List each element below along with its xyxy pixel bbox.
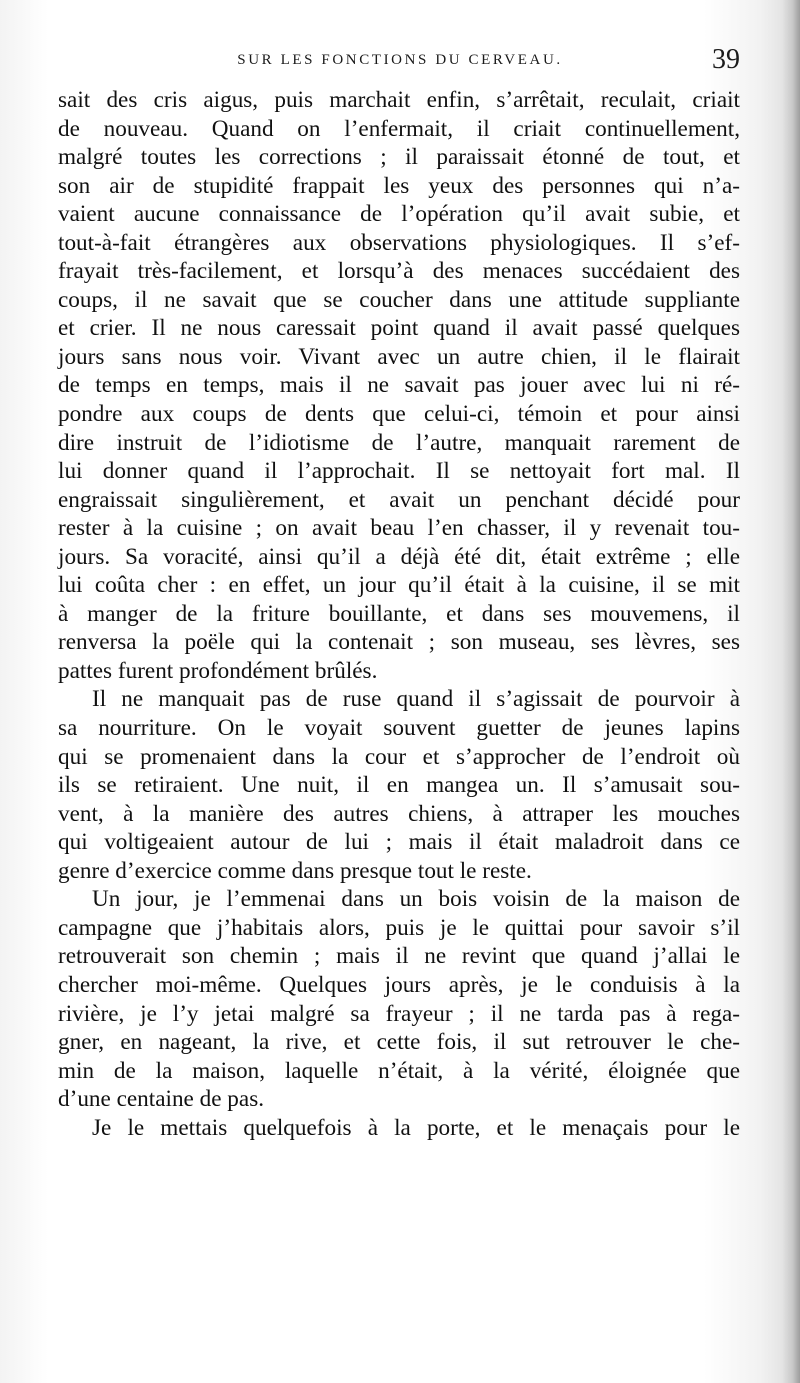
text-line: Un jour, je l’emmenai dans un bois voisin de la maison de bbox=[92, 886, 740, 913]
text-line: sait des cris aigus, puis marchait enfin, s’arrêtait, reculait, criait bbox=[58, 87, 740, 113]
text-line: dire instruit de l’idiotisme de l’autre, manquait rarement de bbox=[58, 429, 740, 456]
text-line: pattes furent profondément brûlés. bbox=[58, 657, 378, 684]
running-head: SUR LES FONCTIONS DU CERVEAU. bbox=[237, 52, 563, 68]
text-line: campagne que j’habitais alors, puis je le quittai pour savoir s’il bbox=[58, 914, 740, 941]
text-line: et crier. Il ne nous caressait point quand il avait passé quelques bbox=[58, 315, 740, 342]
text-line: sa nourriture. On le voyait souvent guetter de jeunes lapins bbox=[58, 715, 740, 742]
text-line: pondre aux coups de dents que celui-ci, témoin et pour ainsi bbox=[58, 401, 740, 428]
text-line: engraissait singulièrement, et avait un penchant décidé pour bbox=[58, 486, 740, 513]
text-line: coups, il ne savait que se coucher dans une attitude suppliante bbox=[58, 286, 740, 313]
text-line: lui donner quand il l’approchait. Il se nettoyait fort mal. Il bbox=[58, 458, 740, 485]
text-line: frayait très-facilement, et lorsqu’à des menaces succédaient des bbox=[58, 258, 740, 285]
text-line: ils se retiraient. Une nuit, il en mangea un. Il s’amusait sou- bbox=[58, 772, 740, 799]
paragraph bbox=[58, 885, 740, 1113]
text-line: Il ne manquait pas de ruse quand il s’agissait de pourvoir à bbox=[92, 686, 740, 713]
text-line: d’une centaine de pas. bbox=[58, 1086, 265, 1113]
text-line: rester à la cuisine ; on avait beau l’en chasser, il y revenait tou- bbox=[58, 515, 740, 542]
text-line: jours sans nous voir. Vivant avec un autre chien, il le flairait bbox=[58, 343, 740, 370]
text-line: vaient aucune connaissance de l’opération qu’il avait subie, et bbox=[58, 201, 740, 228]
text-line: qui se promenaient dans la cour et s’approcher de l’endroit où bbox=[58, 743, 740, 770]
text-line: de nouveau. Quand on l’enfermait, il criait continuellement, bbox=[58, 115, 740, 142]
text-line: min de la maison, laquelle n’était, à la vérité, éloignée que bbox=[58, 1057, 740, 1084]
paragraph bbox=[58, 86, 740, 685]
text-line: rivière, je l’y jetai malgré sa frayeur ; il ne tarda pas à rega- bbox=[58, 1000, 740, 1027]
body-text bbox=[58, 86, 740, 1142]
text-line: genre d’exercice comme dans presque tout le reste. bbox=[58, 857, 532, 884]
text-line: à manger de la friture bouillante, et dans ses mouvemens, il bbox=[58, 600, 740, 627]
text-line: tout-à-fait étrangères aux observations physiologiques. Il s’ef- bbox=[58, 229, 740, 256]
text-line: retrouverait son chemin ; mais il ne revint que quand j’allai le bbox=[58, 943, 740, 970]
text-line: renversa la poële qui la contenait ; son museau, ses lèvres, ses bbox=[58, 629, 740, 656]
text-line: chercher moi-même. Quelques jours après, je le conduisis à la bbox=[58, 971, 740, 998]
text-line: son air de stupidité frappait les yeux des personnes qui n’a- bbox=[58, 172, 740, 199]
text-line: malgré toutes les corrections ; il paraissait étonné de tout, et bbox=[58, 144, 740, 171]
text-line: Je le mettais quelquefois à la porte, et le menaçais pour le bbox=[92, 1114, 740, 1141]
paragraph bbox=[58, 1114, 740, 1143]
text-line: de temps en temps, mais il ne savait pas jouer avec lui ni ré- bbox=[58, 372, 740, 399]
text-line: qui voltigeaient autour de lui ; mais il était maladroit dans ce bbox=[58, 829, 740, 856]
paragraph bbox=[58, 685, 740, 885]
text-line: lui coûta cher : en effet, un jour qu’il était à la cuisine, il se mit bbox=[58, 572, 740, 599]
text-line: gner, en nageant, la rive, et cette fois, il sut retrouver le che- bbox=[58, 1029, 740, 1056]
text-line: jours. Sa voracité, ainsi qu’il a déjà été dit, était extrême ; elle bbox=[58, 543, 740, 570]
text-line: vent, à la manière des autres chiens, à attraper les mouches bbox=[58, 800, 740, 827]
page-edge-shadow bbox=[782, 0, 800, 1383]
page-number: 39 bbox=[712, 44, 740, 75]
